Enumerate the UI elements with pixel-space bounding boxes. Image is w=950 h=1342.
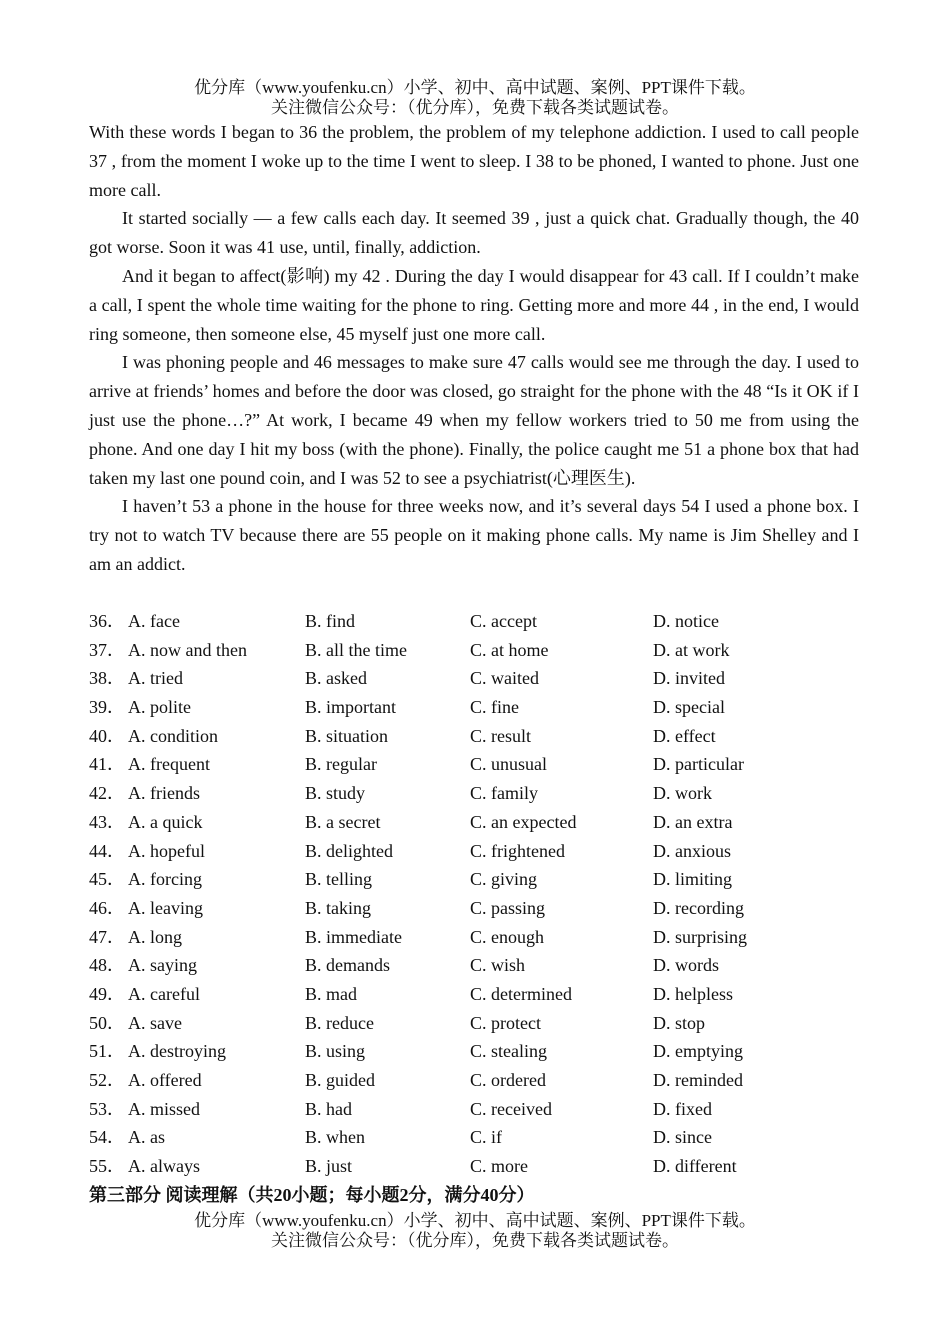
option-b: B. study [305, 783, 366, 804]
question-number: 42． [89, 783, 125, 804]
section-title: 第三部分 阅读理解（共20小题；每小题2分，满分40分） [89, 1185, 535, 1205]
option-c: C. stealing [470, 1041, 547, 1062]
question-number: 48． [89, 955, 125, 976]
option-d: D. work [653, 783, 712, 804]
question-row [89, 1009, 889, 1038]
option-a: A. face [128, 611, 180, 631]
option-a: A. long [128, 926, 182, 947]
option-d: D. particular [653, 754, 744, 775]
option-a: A. hopeful [128, 840, 205, 861]
option-b: B. mad [305, 983, 357, 1004]
option-b: B. a secret [305, 811, 381, 832]
question-row [89, 865, 889, 894]
option-a: A. saying [128, 955, 197, 976]
option-d: D. emptying [653, 1041, 743, 1062]
option-b: B. reduce [305, 1012, 374, 1033]
option-c: C. giving [470, 869, 538, 890]
option-a: A. as [128, 1127, 165, 1148]
option-b: B. had [305, 1098, 352, 1119]
option-d: D. fixed [653, 1098, 712, 1119]
question-number: 55． [89, 1156, 125, 1177]
option-a: A. careful [128, 983, 200, 1004]
question-number: 52． [89, 1070, 125, 1090]
footer-line-2: 关注微信公众号：（优分库），免费下载各类试题试卷。 [271, 1231, 679, 1250]
option-a: A. save [128, 1012, 182, 1033]
question-row [89, 722, 889, 751]
passage-paragraph: I was phoning people and 46 messages to make sure 47 calls would see me through the day. I used to arrive at friends’ homes and before the door was closed, go straight for the phone with the 48 “Is it OK if I just use the phone…?” At work, I became 49 when my fellow workers tried to 50 me from using the phone. And one day I hit my boss (with the phone). Finally, the police caught me 51 a phone box that had taken my last one pound coin, and I was 52 to see a psychiatrist(心理医生). [89, 352, 859, 488]
option-b: B. regular [305, 754, 377, 775]
option-d: D. anxious [653, 840, 731, 861]
question-number: 49． [89, 983, 125, 1004]
question-number: 43． [89, 811, 125, 832]
cloze-passage [89, 118, 859, 579]
header-line-2: 关注微信公众号：（优分库），免费下载各类试题试卷。 [271, 98, 679, 117]
option-c: C. at home [470, 639, 549, 660]
option-a: A. tried [128, 668, 183, 689]
question-number: 51． [89, 1041, 125, 1062]
option-c: C. more [470, 1156, 528, 1177]
footer-line-1: 优分库（www.youfenku.cn）小学、初中、高中试题、案例、PPT课件下载。 [194, 1211, 756, 1230]
question-row [89, 1066, 889, 1095]
option-c: C. passing [470, 897, 546, 918]
question-number: 36． [89, 611, 125, 631]
option-d: D. limiting [653, 869, 733, 890]
option-a: A. a quick [128, 811, 203, 832]
question-row [89, 894, 889, 923]
question-number: 47． [89, 926, 125, 947]
option-c: C. enough [470, 926, 544, 947]
question-number: 41． [89, 754, 125, 775]
question-row [89, 1037, 889, 1066]
option-a: A. always [128, 1156, 200, 1177]
option-b: B. important [305, 697, 396, 718]
passage-paragraph: With these words I began to 36 the problem, the problem of my telephone addiction. I used to call people 37 , from the moment I woke up to the time I went to sleep. I 38 to be phoned, I wanted to phone. Just one more call. [89, 122, 859, 200]
option-c: C. frightened [470, 840, 565, 861]
option-d: D. invited [653, 668, 725, 689]
option-c: C. family [470, 783, 538, 804]
option-d: D. an extra [653, 811, 733, 832]
option-c: C. unusual [470, 754, 548, 775]
option-d: D. recording [653, 897, 744, 918]
option-b: B. taking [305, 897, 371, 918]
question-row [89, 693, 889, 722]
option-b: B. situation [305, 725, 389, 746]
question-number: 40． [89, 725, 125, 746]
option-c: C. determined [470, 983, 572, 1004]
option-c: C. protect [470, 1012, 541, 1033]
page-header [0, 78, 950, 118]
option-b: B. delighted [305, 840, 393, 861]
option-a: A. condition [128, 725, 218, 746]
question-row [89, 808, 889, 837]
option-a: A. leaving [128, 897, 203, 918]
question-number: 39． [89, 697, 125, 718]
page-footer [0, 1211, 950, 1251]
question-number: 44． [89, 840, 125, 861]
option-c: C. wish [470, 955, 526, 976]
option-b: B. when [305, 1127, 365, 1148]
passage-paragraph: I haven’t 53 a phone in the house for three weeks now, and it’s several days 54 I used a phone box. I try not to watch TV because there are 55 people on it making phone calls. My name is Jim Shelley and I am an addict. [89, 496, 859, 574]
question-number: 37． [89, 639, 125, 660]
option-c: C. result [470, 725, 531, 746]
option-b: B. guided [305, 1070, 375, 1090]
option-b: B. all the time [305, 639, 407, 660]
question-number: 54． [89, 1127, 125, 1148]
option-d: D. notice [653, 611, 719, 631]
question-number: 38． [89, 668, 125, 689]
option-d: D. words [653, 955, 719, 976]
option-d: D. stop [653, 1012, 706, 1033]
question-number: 50． [89, 1012, 125, 1033]
question-row [89, 923, 889, 952]
option-b: B. demands [305, 955, 390, 976]
question-row [89, 779, 889, 808]
option-a: A. offered [128, 1070, 202, 1090]
option-d: D. reminded [653, 1070, 743, 1090]
question-row [89, 1152, 889, 1181]
option-c: C. if [470, 1127, 503, 1148]
question-row [89, 636, 889, 665]
question-row [89, 664, 889, 693]
question-row [89, 1095, 889, 1124]
question-number: 53． [89, 1098, 125, 1119]
question-row [89, 1123, 889, 1152]
option-c: C. accept [470, 611, 537, 631]
option-b: B. using [305, 1041, 366, 1062]
option-c: C. fine [470, 697, 519, 718]
option-d: D. effect [653, 725, 716, 746]
option-d: D. special [653, 697, 725, 718]
option-a: A. destroying [128, 1041, 226, 1062]
option-d: D. at work [653, 639, 730, 660]
option-c: C. waited [470, 668, 539, 689]
option-a: A. friends [128, 783, 200, 804]
question-row [89, 951, 889, 980]
header-line-1: 优分库（www.youfenku.cn）小学、初中、高中试题、案例、PPT课件下载。 [194, 78, 756, 97]
option-a: A. forcing [128, 869, 202, 890]
option-c: C. received [470, 1098, 552, 1119]
question-number: 45． [89, 869, 125, 890]
option-b: B. just [305, 1156, 353, 1177]
answer-options-list [89, 607, 889, 1181]
question-row [89, 980, 889, 1009]
option-a: A. now and then [128, 639, 247, 660]
option-d: D. different [653, 1156, 737, 1177]
question-row [89, 750, 889, 779]
option-d: D. helpless [653, 983, 733, 1004]
option-a: A. polite [128, 697, 191, 718]
option-a: A. frequent [128, 754, 210, 775]
option-c: C. an expected [470, 811, 577, 832]
option-c: C. ordered [470, 1070, 546, 1090]
option-b: B. telling [305, 869, 372, 890]
option-b: B. find [305, 611, 356, 631]
passage-paragraph: It started socially — a few calls each day. It seemed 39 , just a quick chat. Gradually though, the 40 got worse. Soon it was 41 use, until, finally, addiction. [89, 208, 859, 258]
option-b: B. immediate [305, 926, 402, 947]
passage-paragraph: And it began to affect(影响) my 42 . During the day I would disappear for 43 call. If I couldn’t make a call, I spent the whole time waiting for the phone to ring. Getting more and more 44 , in the end, I would ring someone, then someone else, 45 myself just one more call. [89, 265, 859, 344]
question-row [89, 837, 889, 866]
option-d: D. surprising [653, 926, 747, 947]
option-b: B. asked [305, 668, 367, 689]
question-number: 46． [89, 897, 125, 918]
question-row [89, 607, 889, 636]
option-a: A. missed [128, 1098, 200, 1119]
option-d: D. since [653, 1127, 712, 1148]
